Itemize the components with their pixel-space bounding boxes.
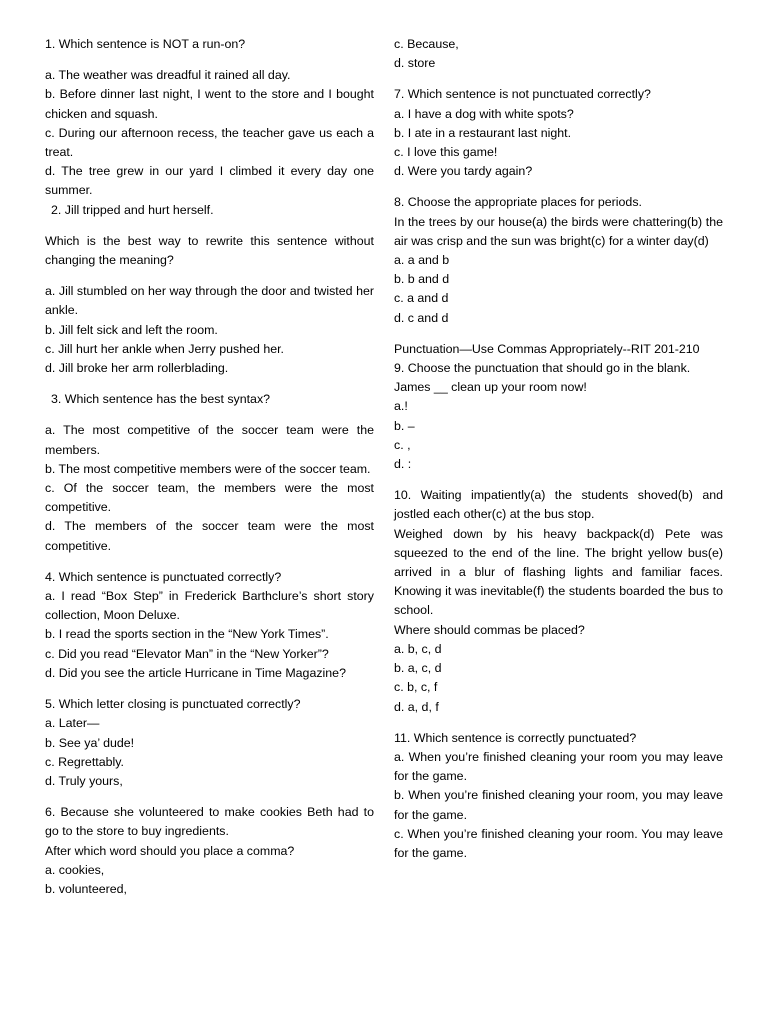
q7-option-d: d. Were you tardy again? xyxy=(394,164,533,179)
q2-option-d: d. Jill broke her arm rollerblading. xyxy=(45,361,229,376)
q9-option-d: d. : xyxy=(394,457,412,472)
q1-option-c: c. During our afternoon recess, the teacher gave us each a treat. xyxy=(45,125,374,160)
q7-option-a: a. I have a dog with white spots? xyxy=(394,106,574,121)
q8-option-d: d. c and d xyxy=(394,310,449,325)
q3-option-a: a. The most competitive of the soccer team were the members. xyxy=(45,423,374,457)
q4-option-b: b. I read the sports section in the “New York Times”. xyxy=(45,627,329,642)
q9-option-b: b. – xyxy=(394,418,415,433)
q8-passage: In the trees by our house(a) the birds were chattering(b) the air was crisp and the sun was bright(c) for a winter day(d) xyxy=(394,214,723,248)
q6-question: After which word should you place a comma? xyxy=(45,843,295,858)
q6-option-b: b. volunteered, xyxy=(45,881,127,896)
q6-option-c: c. Because, xyxy=(394,37,459,51)
q5-option-d: d. Truly yours, xyxy=(45,773,123,788)
q3-option-c: c. Of the soccer team, the members were the most competitive. xyxy=(45,481,374,515)
q1-prompt: 1. Which sentence is NOT a run-on? xyxy=(45,37,246,51)
q6-option-a: a. cookies, xyxy=(45,862,105,877)
q2-option-a: a. Jill stumbled on her way through the door and twisted her ankle. xyxy=(45,284,374,318)
q11-option-b: b. When you’re finished cleaning your room, you may leave for the game. xyxy=(394,788,723,822)
q3-option-b: b. The most competitive members were of the soccer team. xyxy=(45,461,371,476)
q9-prompt: 9. Choose the punctuation that should go in the blank. xyxy=(394,361,691,376)
left-column xyxy=(45,35,374,899)
q3-option-d: d. The members of the soccer team were the most competitive. xyxy=(45,519,374,553)
q9-sentence: James __ clean up your room now! xyxy=(394,380,587,395)
section-heading: Punctuation—Use Commas Appropriately--RIT 201-210 xyxy=(394,341,700,356)
q4-option-d: d. Did you see the article Hurricane in Time Magazine? xyxy=(45,665,346,680)
q7-option-c: c. I love this game! xyxy=(394,145,498,160)
q8-prompt: 8. Choose the appropriate places for periods. xyxy=(394,195,642,210)
q8-option-b: b. b and d xyxy=(394,272,450,287)
q1-option-b: b. Before dinner last night, I went to the store and I bought chicken and squash. xyxy=(45,87,374,121)
q10-option-c: c. b, c, f xyxy=(394,680,438,695)
q8-option-a: a. a and b xyxy=(394,253,450,268)
q1-option-a: a. The weather was dreadful it rained all day. xyxy=(45,68,291,83)
q10-passage-2: Weighed down by his heavy backpack(d) Pete was squeezed to the end of the line. The bright yellow bus(e) arrived in a blur of flashing lights and familiar faces. Knowing it was inevitable(f) the students boarded the bus to school. xyxy=(394,526,723,618)
q5-prompt: 5. Which letter closing is punctuated correctly? xyxy=(45,697,301,712)
q5-option-a: a. Later— xyxy=(45,716,100,731)
q2-option-c: c. Jill hurt her ankle when Jerry pushed her. xyxy=(45,341,284,356)
q9-option-a: a.! xyxy=(394,399,408,414)
q2-sentence: 2. Jill tripped and hurt herself. xyxy=(51,202,214,217)
q10-option-b: b. a, c, d xyxy=(394,661,442,676)
q4-option-c: c. Did you read “Elevator Man” in the “New Yorker”? xyxy=(45,646,329,661)
q1-option-d: d. The tree grew in our yard I climbed it every day one summer. xyxy=(45,164,374,198)
q3-prompt: 3. Which sentence has the best syntax? xyxy=(51,392,271,407)
q5-option-b: b. See ya’ dude! xyxy=(45,735,135,750)
q6-option-d: d. store xyxy=(394,56,436,71)
q11-prompt: 11. Which sentence is correctly punctuated? xyxy=(394,730,637,745)
q10-question: Where should commas be placed? xyxy=(394,622,585,637)
right-column xyxy=(394,35,723,863)
q8-option-c: c. a and d xyxy=(394,291,449,306)
q10-option-d: d. a, d, f xyxy=(394,699,439,714)
q6-prompt: 6. Because she volunteered to make cookies Beth had to go to the store to buy ingredients. xyxy=(45,805,374,839)
q4-prompt: 4. Which sentence is punctuated correctly? xyxy=(45,569,282,584)
q2-prompt: Which is the best way to rewrite this sentence without changing the meaning? xyxy=(45,233,374,268)
q2-option-b: b. Jill felt sick and left the room. xyxy=(45,322,218,337)
q9-option-c: c. , xyxy=(394,437,411,452)
q7-prompt: 7. Which sentence is not punctuated correctly? xyxy=(394,87,651,102)
q4-option-a: a. I read “Box Step” in Frederick Barthclure’s short story collection, Moon Deluxe. xyxy=(45,589,374,623)
q7-option-b: b. I ate in a restaurant last night. xyxy=(394,125,572,140)
q11-option-c: c. When you’re finished cleaning your room. You may leave for the game. xyxy=(394,826,723,860)
q11-option-a: a. When you’re finished cleaning your room you may leave for the game. xyxy=(394,749,723,784)
q5-option-c: c. Regrettably. xyxy=(45,754,124,769)
q10-passage-1: 10. Waiting impatiently(a) the students shoved(b) and jostled each other(c) at the bus stop. xyxy=(394,488,723,522)
q10-option-a: a. b, c, d xyxy=(394,641,442,656)
